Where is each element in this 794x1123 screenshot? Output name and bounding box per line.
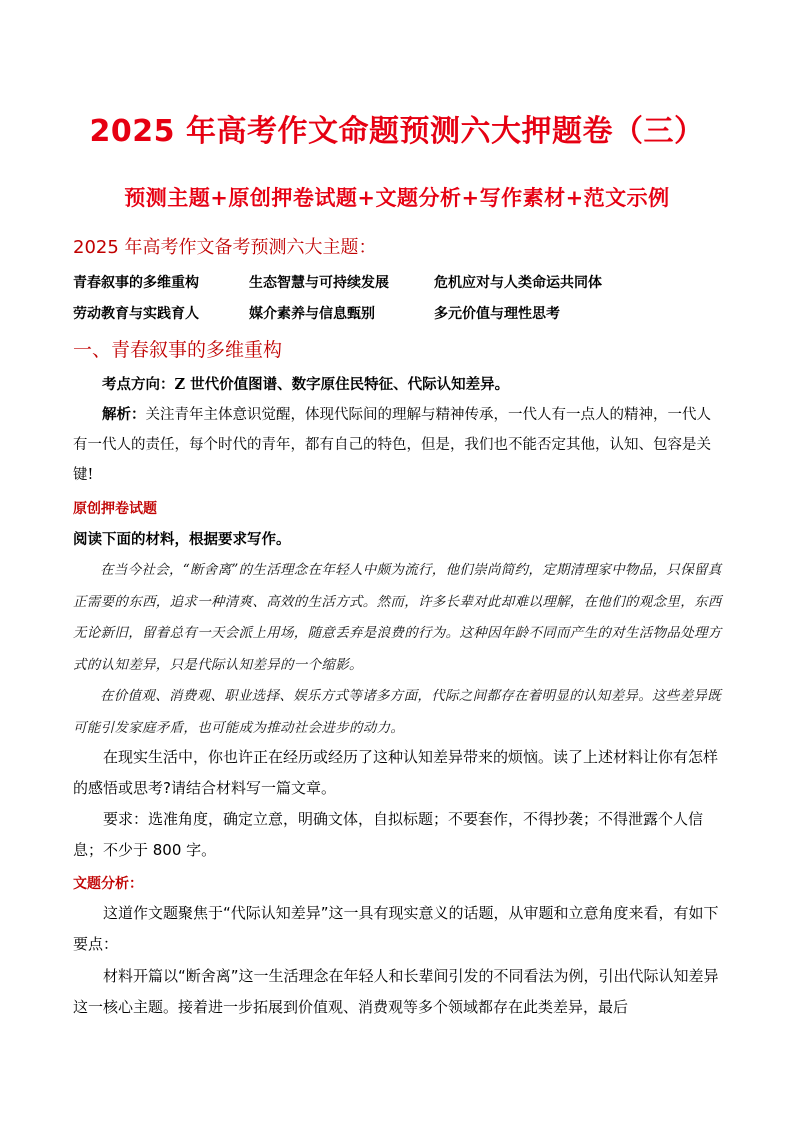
theme-item: 危机应对与人类命运共同体 xyxy=(434,275,602,291)
focus-label: 考点方向： xyxy=(102,376,175,393)
section-heading: 一、青春叙事的多维重构 xyxy=(73,339,283,361)
theme-item: 多元价值与理性思考 xyxy=(434,306,560,322)
analysis-paragraph xyxy=(73,400,723,490)
theme-item: 青春叙事的多维重构 xyxy=(73,275,199,291)
material-paragraph: 在价值观、消费观、职业选择、娱乐方式等诸多方面，代际之间都存在着明显的认知差异。这些差异既可能引发家庭矛盾，也可能成为推动社会进步的动力。 xyxy=(73,688,721,736)
analysis-text: 关注青年主体意识觉醒，体现代际间的理解与精神传承，一代人有一点人的精神，一代人有一代人的责任，每个时代的青年，都有自己的特色，但是，我们也不能否定其他，认知、包容是关键! xyxy=(73,407,711,483)
material-paragraph: 在当今社会，“断舍离”的生活理念在年轻人中颇为流行，他们崇尚简约，定期清理家中物品，只保留真正需要的东西，追求一种清爽、高效的生活方式。然而，许多长辈对此却难以理解，在他们的观念里，东西无论新旧，留着总有一天会派上用场，随意丢弃是浪费的行为。这种因年龄不同而产生的对生活物品处理方式的认知差异，只是代际认知差异的一个缩影。 xyxy=(73,562,722,673)
requirements-paragraph: 要求：选准角度，确定立意，明确文体，自拟标题；不要套作，不得抄袭；不得泄露个人信息；不少于 800 字。 xyxy=(73,810,704,859)
theme-item: 媒介素养与信息甄别 xyxy=(249,306,375,322)
focus-text: Z 世代价值图谱、数字原住民特征、代际认知差异。 xyxy=(174,376,510,393)
topic-analysis-label: 文题分析： xyxy=(73,876,143,892)
theme-item: 生态智慧与可持续发展 xyxy=(249,275,389,291)
topic-analysis-paragraph: 材料开篇以“断舍离”这一生活理念在年轻人和长辈间引发的不同看法为例，引出代际认知差异这一核心主题。接着进一步拓展到价值观、消费观等多个领域都存在此类差异，最后 xyxy=(73,967,719,1016)
analysis-label: 解析： xyxy=(102,406,146,423)
prompt-line: 阅读下面的材料，根据要求写作。 xyxy=(73,532,291,548)
focus-paragraph xyxy=(73,370,723,400)
document-title: 2025 年高考作文命题预测六大押题卷（三） xyxy=(89,114,705,149)
document-subtitle: 预测主题+原创押卷试题+文题分析+写作素材+范文示例 xyxy=(124,185,670,210)
original-exam-label: 原创押卷试题 xyxy=(73,501,157,517)
topic-analysis-paragraph: 这道作文题聚焦于“代际认知差异”这一具有现实意义的话题，从审题和立意角度来看，有如下要点： xyxy=(73,904,719,953)
themes-heading: 2025 年高考作文备考预测六大主题： xyxy=(73,237,377,258)
theme-item: 劳动教育与实践育人 xyxy=(73,306,199,322)
task-paragraph: 在现实生活中，你也许正在经历或经历了这种认知差异带来的烦恼。读了上述材料让你有怎样的感悟或思考?请结合材料写一篇文章。 xyxy=(73,748,719,797)
